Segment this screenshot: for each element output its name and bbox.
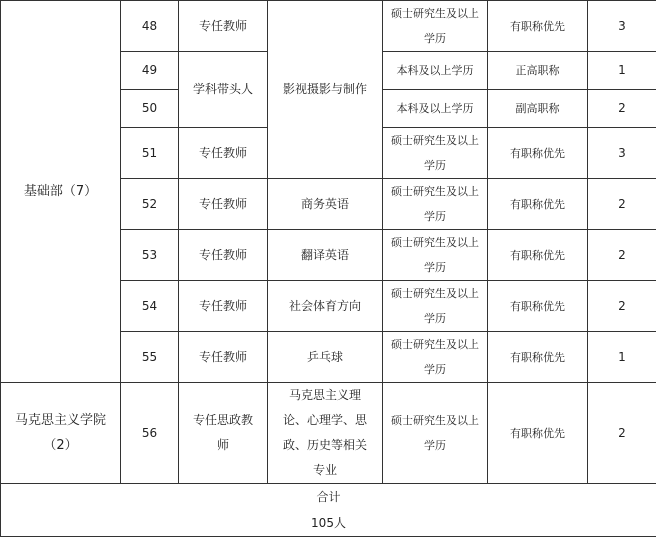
title-cell: 有职称优先: [488, 383, 588, 484]
row-number: 50: [121, 90, 179, 128]
education-cell: 本科及以上学历: [383, 90, 488, 128]
row-number: 53: [121, 230, 179, 281]
education-cell: 硕士研究生及以上学历: [383, 128, 488, 179]
title-cell: 有职称优先: [488, 332, 588, 383]
position-cell: 专任教师: [179, 179, 268, 230]
table-row: [1, 1, 656, 52]
count-cell: 2: [588, 230, 656, 281]
row-number: 52: [121, 179, 179, 230]
row-number: 51: [121, 128, 179, 179]
education-cell: 硕士研究生及以上学历: [383, 1, 488, 52]
position-cell: 专任教师: [179, 1, 268, 52]
department-cell: 基础部（7）: [1, 1, 121, 383]
position-cell: 专任教师: [179, 332, 268, 383]
table-row: [1, 383, 656, 484]
total-cell: [1, 484, 656, 537]
count-cell: 2: [588, 179, 656, 230]
total-label: 合计: [5, 484, 652, 510]
count-cell: 2: [588, 90, 656, 128]
education-cell: 硕士研究生及以上学历: [383, 281, 488, 332]
education-cell: 本科及以上学历: [383, 52, 488, 90]
title-cell: 有职称优先: [488, 128, 588, 179]
count-cell: 2: [588, 281, 656, 332]
major-cell: 社会体育方向: [268, 281, 383, 332]
title-cell: 正高职称: [488, 52, 588, 90]
count-cell: 3: [588, 128, 656, 179]
row-number: 48: [121, 1, 179, 52]
count-cell: 1: [588, 52, 656, 90]
title-cell: 有职称优先: [488, 179, 588, 230]
title-cell: 有职称优先: [488, 1, 588, 52]
row-number: 56: [121, 383, 179, 484]
position-cell: 学科带头人: [179, 52, 268, 128]
total-value: 105人: [5, 510, 652, 536]
major-cell: 商务英语: [268, 179, 383, 230]
major-cell: 马克思主义理论、心理学、思政、历史等相关专业: [268, 383, 383, 484]
position-cell: 专任教师: [179, 128, 268, 179]
education-cell: 硕士研究生及以上学历: [383, 230, 488, 281]
education-cell: 硕士研究生及以上学历: [383, 383, 488, 484]
education-cell: 硕士研究生及以上学历: [383, 179, 488, 230]
total-row: [1, 484, 656, 537]
department-cell: 马克思主义学院（2）: [1, 383, 121, 484]
education-cell: 硕士研究生及以上学历: [383, 332, 488, 383]
row-number: 55: [121, 332, 179, 383]
title-cell: 有职称优先: [488, 281, 588, 332]
title-cell: 副高职称: [488, 90, 588, 128]
count-cell: 1: [588, 332, 656, 383]
position-cell: 专任思政教师: [179, 383, 268, 484]
count-cell: 2: [588, 383, 656, 484]
major-cell: 乒乓球: [268, 332, 383, 383]
major-cell: 影视摄影与制作: [268, 1, 383, 179]
position-cell: 专任教师: [179, 281, 268, 332]
title-cell: 有职称优先: [488, 230, 588, 281]
row-number: 49: [121, 52, 179, 90]
row-number: 54: [121, 281, 179, 332]
major-cell: 翻译英语: [268, 230, 383, 281]
position-cell: 专任教师: [179, 230, 268, 281]
count-cell: 3: [588, 1, 656, 52]
